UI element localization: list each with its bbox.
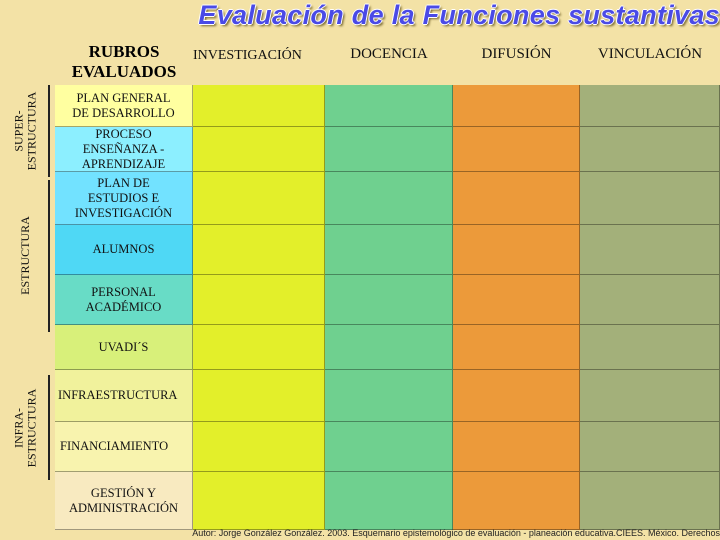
side-divider [48, 180, 50, 332]
matrix-cell [453, 325, 580, 370]
matrix-cell [580, 172, 720, 225]
matrix-cell [453, 275, 580, 325]
column-header-investigacion: INVESTIGACIÓN [193, 40, 325, 85]
row-label-personal-academico: PERSONAL ACADÉMICO [55, 275, 193, 325]
matrix-cell [580, 370, 720, 422]
matrix-cell [580, 85, 720, 127]
column-header-docencia: DOCENCIA [325, 40, 453, 85]
row-label-proceso-ensenanza: PROCESO ENSEÑANZA - APRENDIZAJE [55, 127, 193, 172]
matrix-cell [325, 370, 453, 422]
matrix-cell [580, 422, 720, 472]
matrix-cell [325, 127, 453, 172]
matrix-cell [193, 275, 325, 325]
column-header-vinculacion: VINCULACIÓN [580, 40, 720, 85]
matrix-cell [193, 85, 325, 127]
slide-title: Evaluación de la Funciones sustantivas [198, 0, 720, 30]
matrix-cell [193, 127, 325, 172]
matrix-cell [325, 472, 453, 530]
matrix-cell [453, 85, 580, 127]
row-label-plan-general: PLAN GENERAL DE DESARROLLO [55, 85, 193, 127]
footer-credit: Autor: Jorge González González. 2003. Esquemario epistemológico de evaluación - planeación educativa.CIEES. México. Derechos [192, 528, 720, 538]
side-divider [48, 375, 50, 480]
matrix-cell [453, 422, 580, 472]
side-divider [48, 85, 50, 177]
matrix-cell [325, 325, 453, 370]
matrix-cell [580, 275, 720, 325]
row-label-plan-estudios: PLAN DE ESTUDIOS E INVESTIGACIÓN [55, 172, 193, 225]
rubros-header: RUBROS EVALUADOS [55, 40, 193, 85]
matrix-cell [453, 127, 580, 172]
column-header-difusion: DIFUSIÓN [453, 40, 580, 85]
matrix-cell [453, 225, 580, 275]
matrix-cell [325, 422, 453, 472]
side-label-superestructura: SUPER- ESTRUCTURA [11, 91, 38, 171]
matrix-cell [580, 225, 720, 275]
matrix-cell [193, 472, 325, 530]
matrix-cell [193, 370, 325, 422]
evaluation-matrix [55, 40, 720, 530]
matrix-cell [193, 225, 325, 275]
matrix-cell [193, 172, 325, 225]
matrix-cell [193, 422, 325, 472]
matrix-cell [580, 325, 720, 370]
matrix-cell [453, 370, 580, 422]
matrix-cell [325, 225, 453, 275]
matrix-cell [580, 127, 720, 172]
side-label-estructura: ESTRUCTURA [17, 215, 32, 295]
row-label-uvadis: UVADI´S [55, 325, 193, 370]
matrix-cell [325, 172, 453, 225]
matrix-cell [325, 85, 453, 127]
matrix-cell [453, 172, 580, 225]
row-label-financiamiento: FINANCIAMIENTO [55, 422, 193, 472]
matrix-cell [580, 472, 720, 530]
matrix-cell [453, 472, 580, 530]
side-label-infraestructura: INFRA- ESTRUCTURA [11, 388, 38, 467]
matrix-cell [325, 275, 453, 325]
row-label-gestion-administracion: GESTIÓN Y ADMINISTRACIÓN [55, 472, 193, 530]
row-label-alumnos: ALUMNOS [55, 225, 193, 275]
row-label-infraestructura: INFRAESTRUCTURA [55, 370, 193, 422]
matrix-cell [193, 325, 325, 370]
